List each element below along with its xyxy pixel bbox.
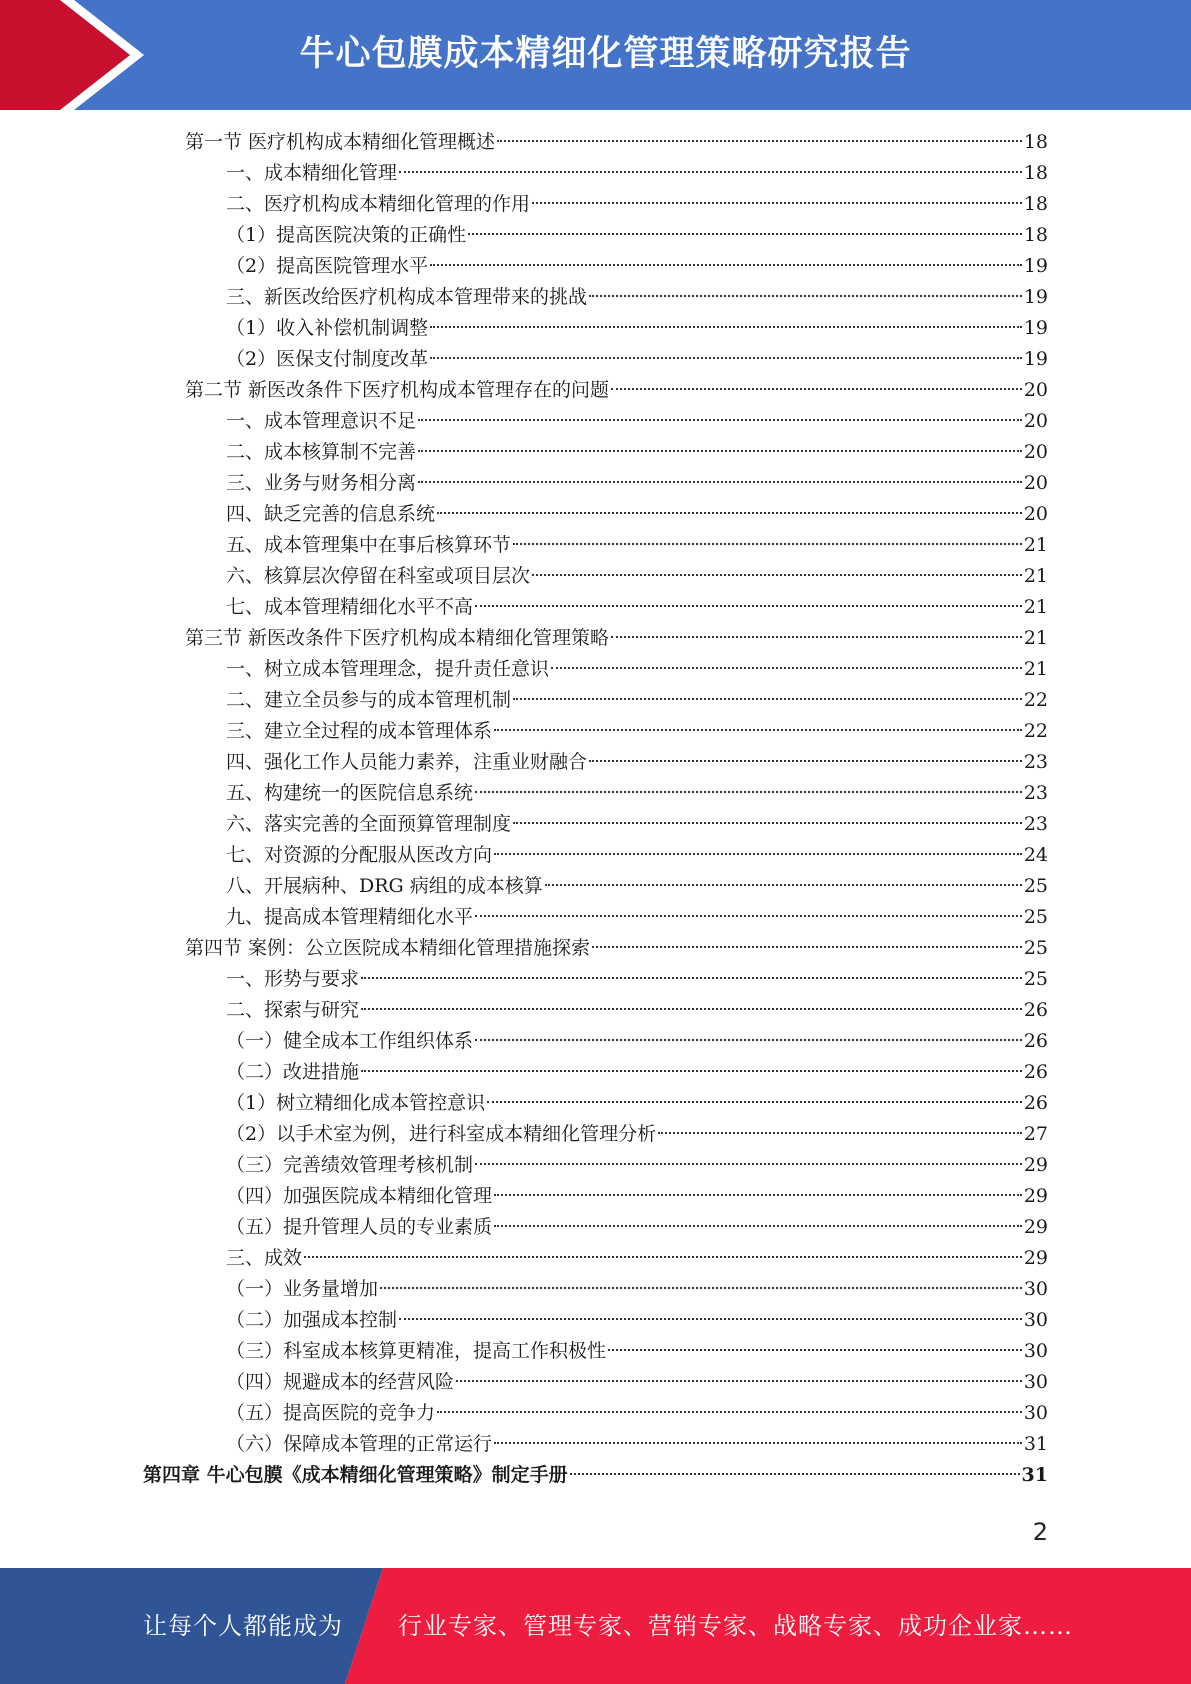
toc-entry-page: 25	[1023, 937, 1048, 959]
toc-entry-title: 三、业务与财务相分离	[226, 472, 417, 494]
toc-entry-title: （四）规避成本的经营风险	[226, 1371, 455, 1393]
toc-entry[interactable]	[226, 1088, 1048, 1119]
toc-entry-page: 30	[1023, 1278, 1048, 1300]
report-title: 牛心包膜成本精细化管理策略研究报告	[299, 34, 912, 74]
toc-entry-page: 20	[1023, 503, 1048, 525]
toc-entry-title: （2）医保支付制度改革	[226, 348, 429, 370]
dot-leader	[497, 139, 1022, 142]
toc-entry-page: 30	[1023, 1402, 1048, 1424]
toc-entry-title: 五、成本管理集中在事后核算环节	[226, 534, 512, 556]
toc-entry[interactable]	[226, 1181, 1048, 1212]
toc-entry-page: 26	[1023, 1030, 1048, 1052]
dot-leader	[611, 387, 1022, 390]
dot-leader	[513, 821, 1022, 824]
toc-entry[interactable]	[226, 530, 1048, 561]
dot-leader	[487, 1100, 1022, 1103]
toc-entry[interactable]	[226, 964, 1048, 995]
dot-leader	[430, 325, 1022, 328]
toc-entry-title: 九、提高成本管理精细化水平	[226, 906, 474, 928]
toc-entry-title: 一、成本管理意识不足	[226, 410, 417, 432]
dot-leader	[475, 1038, 1022, 1041]
dot-leader	[494, 1193, 1022, 1196]
toc-entry-title: （二）加强成本控制	[226, 1309, 398, 1331]
dot-leader	[399, 1317, 1022, 1320]
toc-entry-title: （四）加强医院成本精细化管理	[226, 1185, 493, 1207]
toc-entry-title: （1）树立精细化成本管控意识	[226, 1092, 486, 1114]
toc-entry[interactable]	[226, 189, 1048, 220]
toc-entry[interactable]	[226, 1398, 1048, 1429]
dot-leader	[494, 1224, 1022, 1227]
toc-entry-title: 第三节 新医改条件下医疗机构成本精细化管理策略	[185, 627, 610, 649]
dot-leader	[475, 604, 1022, 607]
toc-entry-title: （五）提升管理人员的专业素质	[226, 1216, 493, 1238]
dot-leader	[361, 1007, 1022, 1010]
toc-entry-title: （1）收入补偿机制调整	[226, 317, 429, 339]
toc-entry-page: 21	[1023, 534, 1048, 556]
toc-entry-page: 19	[1023, 348, 1048, 370]
toc-entry-page: 26	[1023, 1092, 1048, 1114]
toc-entry-page: 25	[1023, 968, 1048, 990]
toc-entry-title: （二）改进措施	[226, 1061, 360, 1083]
toc-entry-page: 31	[1021, 1464, 1048, 1486]
toc-entry-title: 三、新医改给医疗机构成本管理带来的挑战	[226, 286, 588, 308]
toc-entry-title: 二、成本核算制不完善	[226, 441, 417, 463]
toc-entry[interactable]	[226, 282, 1048, 313]
toc-entry-title: 六、落实完善的全面预算管理制度	[226, 813, 512, 835]
dot-leader	[399, 170, 1022, 173]
dot-leader	[418, 418, 1022, 421]
dot-leader	[551, 666, 1022, 669]
dot-leader	[304, 1255, 1022, 1258]
toc-entry-page: 23	[1023, 751, 1048, 773]
toc-entry-title: 第一节 医疗机构成本精细化管理概述	[185, 131, 496, 153]
dot-leader	[437, 1410, 1022, 1413]
dot-leader	[532, 573, 1022, 576]
toc-entry-page: 22	[1023, 720, 1048, 742]
toc-entry-page: 18	[1023, 162, 1048, 184]
toc-entry-page: 21	[1023, 565, 1048, 587]
dot-leader	[418, 480, 1022, 483]
toc-entry-page: 21	[1023, 596, 1048, 618]
toc-entry[interactable]	[226, 561, 1048, 592]
toc-entry[interactable]	[226, 1243, 1048, 1274]
dot-leader	[513, 542, 1022, 545]
toc-entry-page: 19	[1023, 317, 1048, 339]
toc-entry[interactable]	[226, 220, 1048, 251]
toc-entry-title: 二、医疗机构成本精细化管理的作用	[226, 193, 531, 215]
toc-entry-page: 25	[1023, 906, 1048, 928]
toc-entry-page: 29	[1023, 1154, 1048, 1176]
toc-entry-page: 20	[1023, 410, 1048, 432]
toc-entry[interactable]	[226, 902, 1048, 933]
dot-leader	[592, 945, 1022, 948]
dot-leader	[494, 728, 1022, 731]
toc-entry-title: （六）保障成本管理的正常运行	[226, 1433, 493, 1455]
dot-leader	[430, 356, 1022, 359]
dot-leader	[475, 1162, 1022, 1165]
dot-leader	[475, 790, 1022, 793]
toc-entry[interactable]	[185, 623, 1048, 654]
toc-entry[interactable]	[185, 375, 1048, 406]
dot-leader	[658, 1131, 1022, 1134]
footer-slogan-left: 让每个人都能成为	[143, 1612, 343, 1640]
toc-entry-title: 四、强化工作人员能力素养，注重业财融合	[226, 751, 588, 773]
toc-entry-page: 21	[1023, 658, 1048, 680]
toc-entry-page: 31	[1023, 1433, 1048, 1455]
toc-entry-page: 22	[1023, 689, 1048, 711]
toc-entry-title: （三）完善绩效管理考核机制	[226, 1154, 474, 1176]
toc-entry-page: 20	[1023, 441, 1048, 463]
toc-entry-title: 七、成本管理精细化水平不高	[226, 596, 474, 618]
toc-entry-title: （五）提高医院的竞争力	[226, 1402, 436, 1424]
toc-entry-title: 三、建立全过程的成本管理体系	[226, 720, 493, 742]
toc-entry-page: 26	[1023, 999, 1048, 1021]
toc-entry[interactable]	[226, 716, 1048, 747]
toc-entry[interactable]	[226, 592, 1048, 623]
toc-entry-page: 21	[1023, 627, 1048, 649]
toc-entry-title: 一、形势与要求	[226, 968, 360, 990]
toc-entry-page: 19	[1023, 286, 1048, 308]
toc-entry[interactable]	[185, 127, 1048, 158]
toc-entry-title: 八、开展病种、DRG 病组的成本核算	[226, 875, 543, 897]
toc-entry-title: （一）健全成本工作组织体系	[226, 1030, 474, 1052]
toc-entry[interactable]	[226, 158, 1048, 189]
dot-leader	[361, 1069, 1022, 1072]
toc-entry-title: 一、成本精细化管理	[226, 162, 398, 184]
toc-entry-title: 第四节 案例：公立医院成本精细化管理措施探索	[185, 937, 591, 959]
toc-entry[interactable]	[226, 654, 1048, 685]
toc-entry-page: 27	[1023, 1123, 1048, 1145]
toc-entry[interactable]	[226, 1026, 1048, 1057]
page-header	[0, 0, 1191, 110]
toc-entry-page: 25	[1023, 875, 1048, 897]
toc-entry-page: 30	[1023, 1371, 1048, 1393]
dot-leader	[380, 1286, 1022, 1289]
toc-entry-page: 26	[1023, 1061, 1048, 1083]
toc-entry[interactable]	[226, 871, 1048, 902]
toc-entry-page: 18	[1023, 193, 1048, 215]
toc-entry-title: 七、对资源的分配服从医改方向	[226, 844, 493, 866]
toc-entry-title: （2）提高医院管理水平	[226, 255, 429, 277]
toc-entry[interactable]	[226, 1150, 1048, 1181]
toc-entry[interactable]	[226, 468, 1048, 499]
toc-entry[interactable]	[226, 406, 1048, 437]
toc-entry[interactable]	[226, 809, 1048, 840]
toc-entry[interactable]	[226, 313, 1048, 344]
dot-leader	[456, 1379, 1022, 1382]
toc-entry-title: （三）科室成本核算更精准，提高工作积极性	[226, 1340, 607, 1362]
toc-entry-title: （2）以手术室为例，进行科室成本精细化管理分析	[226, 1123, 657, 1145]
toc-entry[interactable]	[226, 344, 1048, 375]
toc-entry[interactable]	[226, 1367, 1048, 1398]
toc-entry[interactable]	[226, 1336, 1048, 1367]
toc-entry-page: 19	[1023, 255, 1048, 277]
toc-entry-page: 30	[1023, 1309, 1048, 1331]
toc-entry[interactable]	[226, 747, 1048, 778]
dot-leader	[494, 1441, 1022, 1444]
toc-entry-page: 20	[1023, 379, 1048, 401]
toc-entry[interactable]	[226, 1429, 1048, 1460]
toc-entry-title: （一）业务量增加	[226, 1278, 379, 1300]
toc-entry[interactable]	[226, 1212, 1048, 1243]
dot-leader	[513, 697, 1022, 700]
toc-entry-title: 第四章 牛心包膜《成本精细化管理策略》制定手册	[143, 1464, 568, 1486]
dot-leader	[608, 1348, 1022, 1351]
dot-leader	[589, 759, 1022, 762]
dot-leader	[437, 511, 1022, 514]
dot-leader	[361, 976, 1022, 979]
toc-entry-page: 24	[1023, 844, 1048, 866]
toc-entry-page: 30	[1023, 1340, 1048, 1362]
toc-entry-page: 20	[1023, 472, 1048, 494]
dot-leader	[570, 1472, 1020, 1475]
page-footer	[0, 1568, 1191, 1684]
toc-entry-title: 三、成效	[226, 1247, 303, 1269]
toc-entry-title: 五、构建统一的医院信息系统	[226, 782, 474, 804]
toc-entry[interactable]	[226, 437, 1048, 468]
toc-entry[interactable]	[226, 251, 1048, 282]
dot-leader	[532, 201, 1022, 204]
toc-entry[interactable]	[226, 685, 1048, 716]
dot-leader	[430, 263, 1022, 266]
page-number: 2	[1032, 1518, 1048, 1546]
toc-entry-title: 一、树立成本管理理念，提升责任意识	[226, 658, 550, 680]
toc-entry-title: 二、建立全员参与的成本管理机制	[226, 689, 512, 711]
dot-leader	[468, 232, 1022, 235]
toc-entry-page: 29	[1023, 1247, 1048, 1269]
toc-entry[interactable]	[226, 1305, 1048, 1336]
dot-leader	[494, 852, 1022, 855]
toc-entry[interactable]	[226, 1274, 1048, 1305]
toc-chapter-entry[interactable]	[143, 1460, 1048, 1491]
toc-entry-title: 第二节 新医改条件下医疗机构成本管理存在的问题	[185, 379, 610, 401]
toc-entry[interactable]	[226, 840, 1048, 871]
toc-entry[interactable]	[226, 995, 1048, 1026]
toc-entry[interactable]	[185, 933, 1048, 964]
toc-entry-page: 23	[1023, 782, 1048, 804]
dot-leader	[475, 914, 1022, 917]
toc-entry-page: 29	[1023, 1185, 1048, 1207]
toc-entry[interactable]	[226, 1057, 1048, 1088]
toc-entry-page: 29	[1023, 1216, 1048, 1238]
toc-entry-page: 23	[1023, 813, 1048, 835]
toc-entry-title: （1）提高医院决策的正确性	[226, 224, 467, 246]
dot-leader	[418, 449, 1022, 452]
toc-entry-page: 18	[1023, 224, 1048, 246]
toc-entry[interactable]	[226, 778, 1048, 809]
dot-leader	[611, 635, 1022, 638]
toc-entry[interactable]	[226, 499, 1048, 530]
toc-entry-title: 二、探索与研究	[226, 999, 360, 1021]
toc-entry-title: 六、核算层次停留在科室或项目层次	[226, 565, 531, 587]
toc-entry-page: 18	[1023, 131, 1048, 153]
toc-entry[interactable]	[226, 1119, 1048, 1150]
toc-entry-title: 四、缺乏完善的信息系统	[226, 503, 436, 525]
dot-leader	[589, 294, 1022, 297]
dot-leader	[545, 883, 1022, 886]
footer-slogan-right: 行业专家、管理专家、营销专家、战略专家、成功企业家……	[398, 1612, 1073, 1640]
